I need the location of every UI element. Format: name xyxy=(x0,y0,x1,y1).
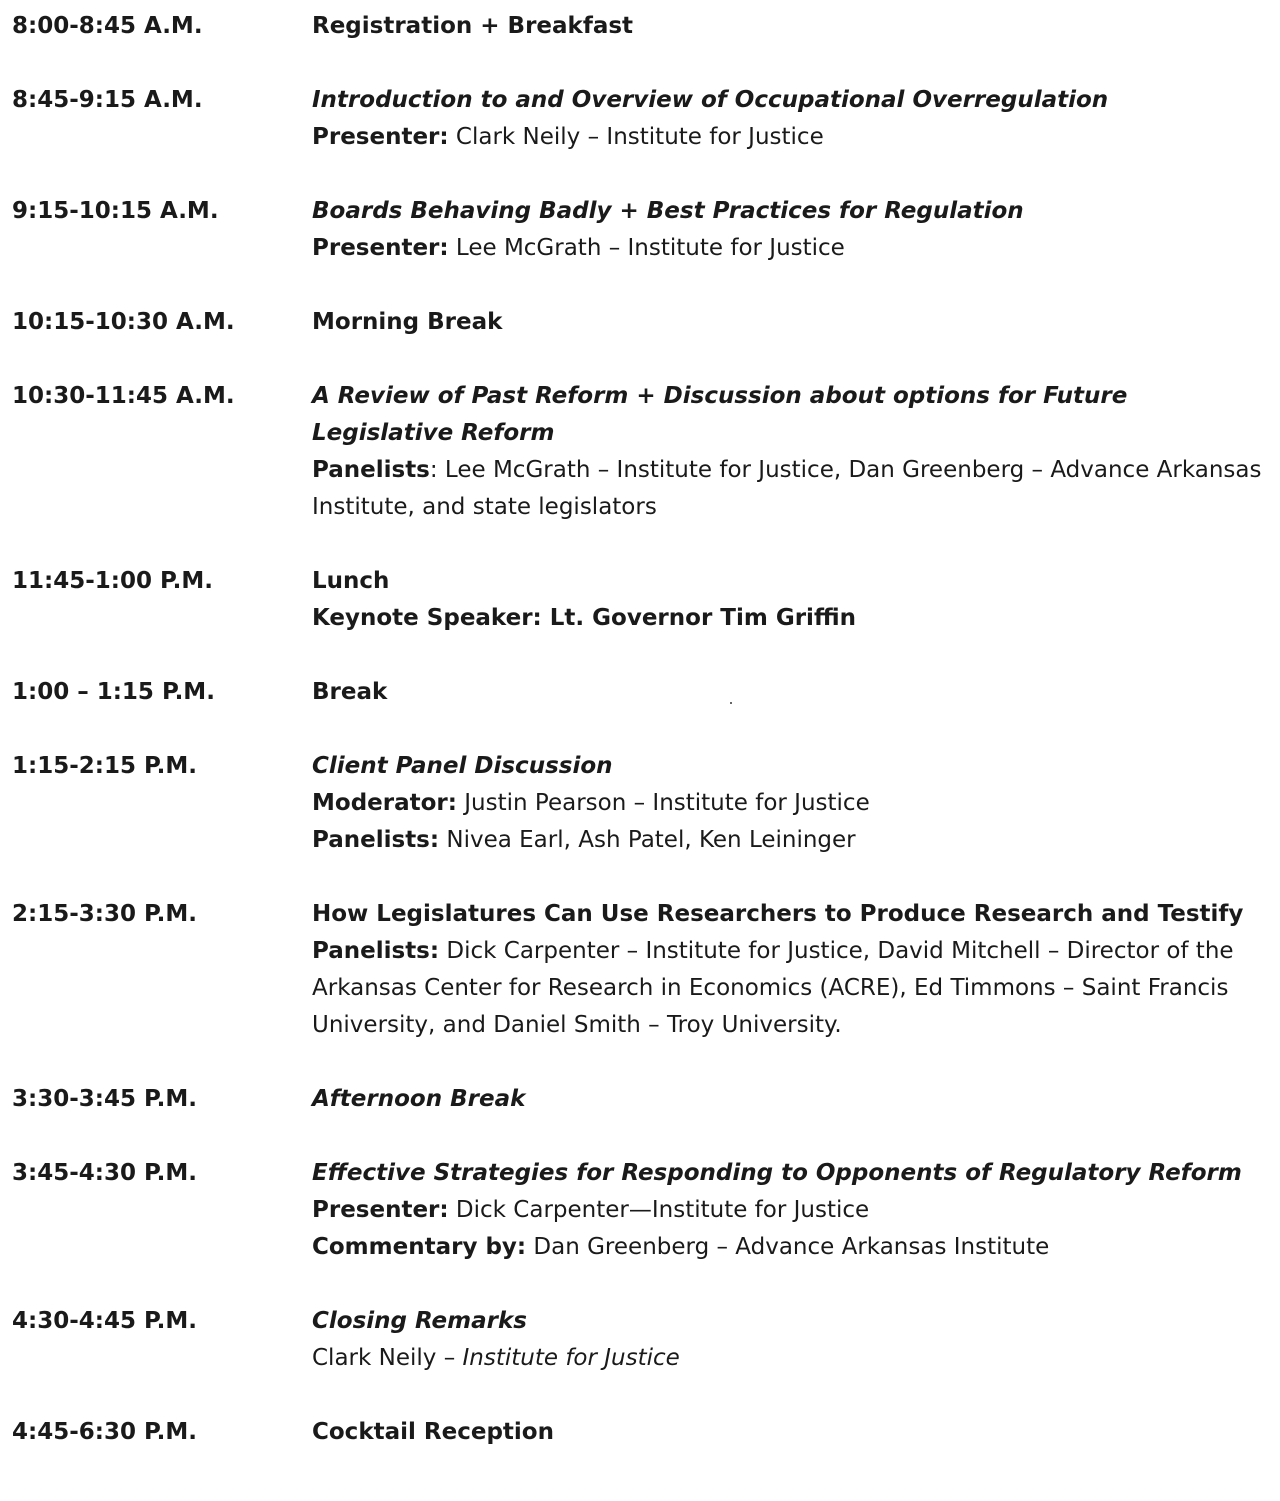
agenda-time: 11:45-1:00 P.M. xyxy=(12,568,213,594)
panelists-label: Panelists: xyxy=(312,827,440,853)
session-title: Effective Strategies for Responding to Opponents of Regulatory Reform xyxy=(312,1160,1242,1186)
agenda-content xyxy=(312,1081,1262,1118)
agenda-content xyxy=(312,8,1262,45)
agenda-time: 3:45-4:30 P.M. xyxy=(12,1160,197,1186)
agenda-content xyxy=(312,82,1262,156)
session-title: Introduction to and Overview of Occupational Overregulation xyxy=(312,87,1109,113)
session-title: Registration + Breakfast xyxy=(312,13,634,39)
session-title: Afternoon Break xyxy=(312,1086,526,1112)
agenda-item xyxy=(12,896,1262,1044)
agenda-content xyxy=(312,1414,1262,1451)
agenda-item xyxy=(12,1303,1262,1377)
panelists-names: Dick Carpenter – Institute for Justice, David Mitchell – Director of the Arkansas Center for Research in Economics (ACRE), Ed Timmons – Saint Francis University, and Daniel Smith – Troy University. xyxy=(312,938,1234,1038)
agenda-item xyxy=(12,1081,1262,1118)
moderator-name: Justin Pearson – Institute for Justice xyxy=(456,790,870,816)
agenda-content xyxy=(312,748,1262,859)
agenda-content xyxy=(312,378,1262,526)
agenda-time: 4:30-4:45 P.M. xyxy=(12,1308,197,1334)
agenda-content xyxy=(312,1155,1262,1266)
commentary-label: Commentary by: xyxy=(312,1234,527,1260)
presenter-label: Presenter: xyxy=(312,235,449,261)
agenda-time: 8:45-9:15 A.M. xyxy=(12,87,203,113)
agenda-item xyxy=(12,1155,1262,1266)
presenter-line xyxy=(312,230,1262,267)
panelists-label: Panelists: xyxy=(312,938,440,964)
agenda-content xyxy=(312,563,1262,637)
presenter-line xyxy=(312,1192,1262,1229)
session-title: A Review of Past Reform + Discussion about options for Future Legislative Reform xyxy=(312,383,1128,446)
agenda-content xyxy=(312,674,1262,711)
moderator-label: Moderator: xyxy=(312,790,457,816)
panelists-names: : Lee McGrath – Institute for Justice, Dan Greenberg – Advance Arkansas Institute, and state legislators xyxy=(312,457,1262,520)
moderator-line xyxy=(312,785,1262,822)
agenda-item xyxy=(12,1414,1262,1451)
session-title: Closing Remarks xyxy=(312,1308,527,1334)
speaker-line xyxy=(312,1340,1262,1377)
speaker-org: Institute for Justice xyxy=(462,1345,680,1371)
presenter-name: Clark Neily – Institute for Justice xyxy=(448,124,824,150)
agenda-item xyxy=(12,563,1262,637)
agenda-list xyxy=(12,8,1262,1488)
commentary-line xyxy=(312,1229,1262,1266)
presenter-name: Dick Carpenter—Institute for Justice xyxy=(448,1197,870,1223)
agenda-time: 1:15-2:15 P.M. xyxy=(12,753,197,779)
agenda-item xyxy=(12,193,1262,267)
panelists-names: Nivea Earl, Ash Patel, Ken Leininger xyxy=(439,827,856,853)
session-title: Break xyxy=(312,679,388,705)
panelists-line xyxy=(312,933,1262,1044)
agenda-item xyxy=(12,674,1262,711)
session-title: Lunch xyxy=(312,568,390,594)
presenter-name: Lee McGrath – Institute for Justice xyxy=(448,235,845,261)
panelists-line xyxy=(312,822,1262,859)
presenter-line xyxy=(312,119,1262,156)
agenda-time: 8:00-8:45 A.M. xyxy=(12,13,203,39)
agenda-time: 3:30-3:45 P.M. xyxy=(12,1086,197,1112)
presenter-label: Presenter: xyxy=(312,124,449,150)
agenda-time: 2:15-3:30 P.M. xyxy=(12,901,197,927)
agenda-time: 10:30-11:45 A.M. xyxy=(12,383,235,409)
keynote-line: Keynote Speaker: Lt. Governor Tim Griffin xyxy=(312,605,856,631)
agenda-item xyxy=(12,304,1262,341)
agenda-content xyxy=(312,304,1262,341)
commentary-name: Dan Greenberg – Advance Arkansas Institute xyxy=(526,1234,1050,1260)
agenda-item xyxy=(12,8,1262,45)
agenda-time: 4:45-6:30 P.M. xyxy=(12,1419,197,1445)
session-title: Boards Behaving Badly + Best Practices for Regulation xyxy=(312,198,1024,224)
agenda-time: 10:15-10:30 A.M. xyxy=(12,309,235,335)
stray-dot xyxy=(730,702,732,704)
presenter-label: Presenter: xyxy=(312,1197,449,1223)
agenda-content xyxy=(312,193,1262,267)
speaker-name: Clark Neily – xyxy=(312,1345,463,1371)
agenda-item xyxy=(12,378,1262,526)
agenda-content xyxy=(312,1303,1262,1377)
session-title: How Legislatures Can Use Researchers to Produce Research and Testify xyxy=(312,901,1244,927)
session-title: Morning Break xyxy=(312,309,503,335)
session-title: Cocktail Reception xyxy=(312,1419,554,1445)
panelists-label: Panelists xyxy=(312,457,430,483)
session-title: Client Panel Discussion xyxy=(312,753,613,779)
agenda-time: 9:15-10:15 A.M. xyxy=(12,198,219,224)
agenda-item xyxy=(12,748,1262,859)
agenda-time: 1:00 – 1:15 P.M. xyxy=(12,679,215,705)
panelists-line xyxy=(312,452,1262,526)
agenda-content xyxy=(312,896,1262,1044)
agenda-item xyxy=(12,82,1262,156)
